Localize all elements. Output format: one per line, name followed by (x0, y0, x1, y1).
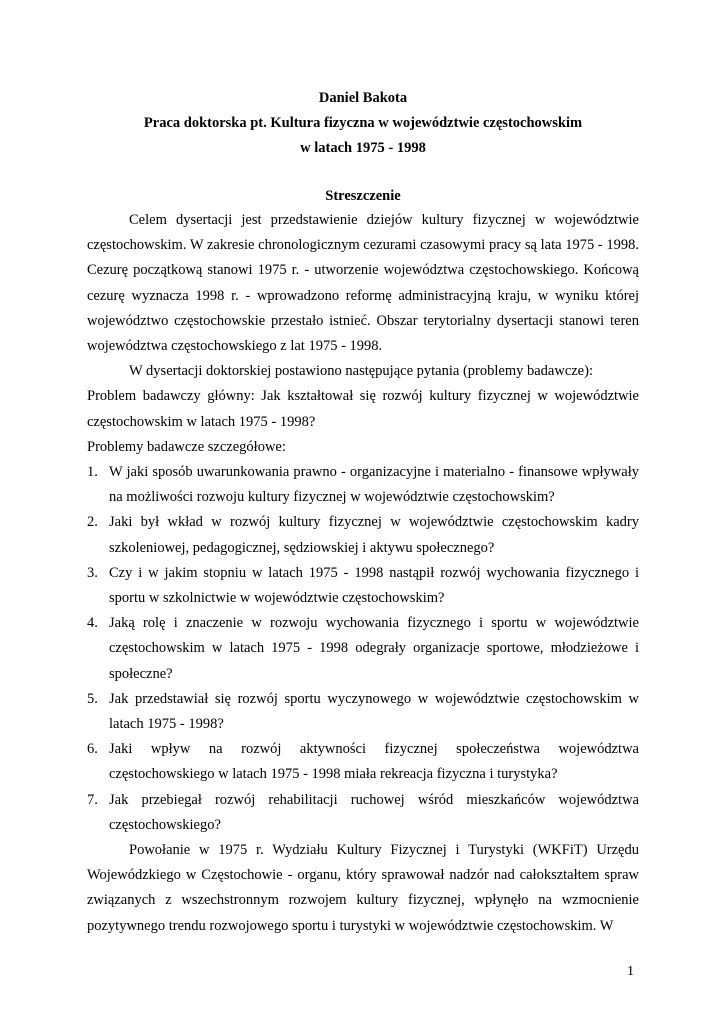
list-item-text: Jak przedstawiał się rozwój sportu wyczynowego w województwie częstochowskim w latach 1975 - 1998? (109, 690, 639, 733)
closing-paragraph: Powołanie w 1975 r. Wydziału Kultury Fizycznej i Turystyki (WKFiT) Urzędu Wojewódzkiego w Częstochowie - organu, który sprawował nadzór nad całokształtem spraw związanych z wszechstronnym rozwojem kultury fizycznej, wpłynęło na wzmocnienie pozytywnego trendu rozwojowego sportu i turystyki w województwie częstochowskim. W (87, 842, 639, 934)
list-item-number: 3. (87, 564, 98, 581)
section-heading: Streszczenie (325, 188, 401, 204)
list-item-number: 4. (87, 615, 98, 632)
list-item-text: Czy i w jakim stopniu w latach 1975 - 1998 nastąpił rozwój wychowania fizycznego i sportu w szkolnictwie w województwie częstochowskim? (109, 564, 639, 607)
questions-intro-paragraph: W dysertacji doktorskiej postawiono następujące pytania (problemy badawcze): (129, 363, 593, 380)
intro-paragraph: Celem dysertacji jest przedstawienie dziejów kultury fizycznej w województwie częstochowskim. W zakresie chronologicznym cezurami czasowymi pracy są lata 1975 - 1998. Cezurę początkową stanowi 1975 r. - utworzenie województwa częstochowskiego. Końcową cezurę wyznacza 1998 r. - wprowadzono reformę administracyjną kraju, w wyniku której województwo częstochowskie przestało istnieć. Obszar terytorialny dysertacji stanowi teren województwa częstochowskiego z lat 1975 - 1998. (87, 212, 639, 355)
list-item-text: W jaki sposób uwarunkowania prawno - organizacyjne i materialno - finansowe wpływały na możliwości rozwoju kultury fizycznej w województwie częstochowskim? (109, 464, 639, 506)
abstract-body (87, 208, 639, 939)
list-item-number: 5. (87, 690, 98, 707)
list-item-text: Jaki był wkład w rozwój kultury fizycznej w województwie częstochowskim kadry szkoleniowej, pedagogicznej, sędziowskiej i aktywu społecznego? (109, 514, 639, 556)
list-item (87, 460, 639, 510)
list-item (87, 737, 639, 787)
list-item-number: 6. (87, 741, 98, 758)
detail-problems-heading: Problemy badawcze szczegółowe: (87, 438, 286, 455)
list-item-number: 7. (87, 791, 98, 808)
list-item-number: 1. (87, 464, 98, 481)
research-questions-list (87, 460, 639, 838)
list-item-text: Jaką rolę i znaczenie w rozwoju wychowania fizycznego i sportu w województwie częstochowskim w latach 1975 - 1998 odegrały organizacje sportowe, młodzieżowe i społeczne? (109, 615, 639, 682)
page-number: 1 (627, 964, 634, 979)
list-item (87, 788, 639, 838)
list-item (87, 611, 639, 687)
thesis-title-line-1: Praca doktorska pt. Kultura fizyczna w województwie częstochowskim (143, 115, 583, 131)
main-problem-paragraph: Problem badawczy główny: Jak kształtował się rozwój kultury fizycznej w województwie częstochowskim w latach 1975 - 1998? (87, 388, 639, 430)
thesis-title-line-2: w latach 1975 - 1998 (300, 140, 426, 156)
list-item-number: 2. (87, 514, 98, 531)
list-item (87, 510, 639, 560)
list-item (87, 687, 639, 737)
list-item (87, 561, 639, 611)
list-item-text: Jak przebiegał rozwój rehabilitacji ruchowej wśród mieszkańców województwa częstochowskiego? (109, 791, 639, 833)
author-name: Daniel Bakota (318, 90, 408, 106)
document-page (87, 0, 639, 1024)
list-item-text: Jaki wpływ na rozwój aktywności fizycznej społeczeństwa województwa częstochowskiego w latach 1975 - 1998 miała rekreacja fizyczna i turystyka? (109, 741, 639, 783)
